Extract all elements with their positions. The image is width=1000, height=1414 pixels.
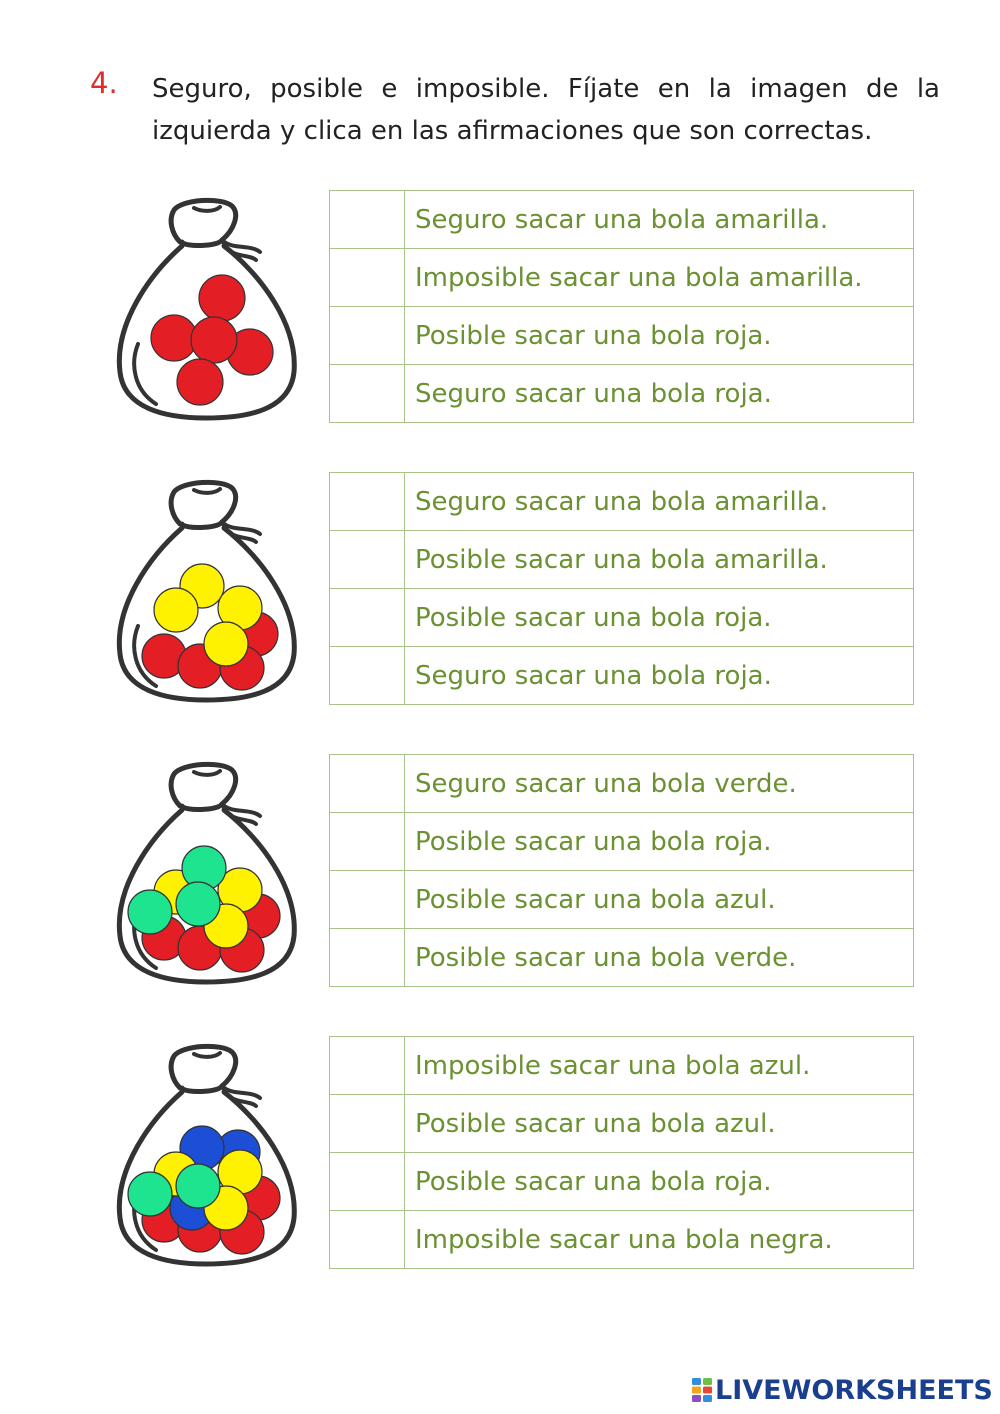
statement-text[interactable]: Seguro sacar una bola roja. bbox=[405, 647, 914, 705]
statement-text[interactable]: Posible sacar una bola roja. bbox=[405, 813, 914, 871]
statement-text[interactable]: Imposible sacar una bola negra. bbox=[405, 1211, 914, 1269]
statement-text[interactable]: Imposible sacar una bola amarilla. bbox=[405, 249, 914, 307]
answers-table-3 bbox=[329, 754, 914, 987]
answer-checkbox[interactable] bbox=[330, 929, 405, 987]
statement-text[interactable]: Posible sacar una bola roja. bbox=[405, 307, 914, 365]
answer-checkbox[interactable] bbox=[330, 647, 405, 705]
answer-row[interactable] bbox=[330, 1095, 914, 1153]
statement-text[interactable]: Posible sacar una bola azul. bbox=[405, 871, 914, 929]
answer-row[interactable] bbox=[330, 929, 914, 987]
statement-text[interactable]: Posible sacar una bola verde. bbox=[405, 929, 914, 987]
red-ball-icon bbox=[191, 317, 237, 363]
answer-row[interactable] bbox=[330, 813, 914, 871]
green-ball-icon bbox=[128, 1172, 172, 1216]
bag-image-mixed-balls bbox=[110, 1040, 302, 1280]
green-ball-icon bbox=[176, 1164, 220, 1208]
answer-row[interactable] bbox=[330, 1037, 914, 1095]
answer-row[interactable] bbox=[330, 1153, 914, 1211]
answer-checkbox[interactable] bbox=[330, 1211, 405, 1269]
statement-text[interactable]: Imposible sacar una bola azul. bbox=[405, 1037, 914, 1095]
statement-text[interactable]: Seguro sacar una bola roja. bbox=[405, 365, 914, 423]
answer-checkbox[interactable] bbox=[330, 191, 405, 249]
yellow-ball-icon bbox=[204, 622, 248, 666]
answer-checkbox[interactable] bbox=[330, 871, 405, 929]
answer-row[interactable] bbox=[330, 531, 914, 589]
question-instructions: Seguro, posible e imposible. Fíjate en la imagen de la izquierda y clica en las afirmaciones que son correctas. bbox=[152, 74, 940, 146]
answer-checkbox[interactable] bbox=[330, 249, 405, 307]
answer-checkbox[interactable] bbox=[330, 589, 405, 647]
answers-table-1 bbox=[329, 190, 914, 423]
answer-row[interactable] bbox=[330, 473, 914, 531]
answer-checkbox[interactable] bbox=[330, 473, 405, 531]
answer-row[interactable] bbox=[330, 307, 914, 365]
bag-image-red-yellow-green-balls bbox=[110, 758, 302, 998]
answers-table-2 bbox=[329, 472, 914, 705]
red-ball-icon bbox=[177, 359, 223, 405]
answer-checkbox[interactable] bbox=[330, 813, 405, 871]
bag-image-red-yellow-balls bbox=[110, 476, 302, 716]
statement-text[interactable]: Posible sacar una bola azul. bbox=[405, 1095, 914, 1153]
green-ball-icon bbox=[128, 890, 172, 934]
answer-row[interactable] bbox=[330, 755, 914, 813]
answer-row[interactable] bbox=[330, 871, 914, 929]
answer-checkbox[interactable] bbox=[330, 755, 405, 813]
answer-checkbox[interactable] bbox=[330, 365, 405, 423]
answer-checkbox[interactable] bbox=[330, 307, 405, 365]
bag-image-red-balls bbox=[110, 194, 302, 434]
answer-row[interactable] bbox=[330, 1211, 914, 1269]
red-ball-icon bbox=[199, 275, 245, 321]
statement-text[interactable]: Posible sacar una bola roja. bbox=[405, 1153, 914, 1211]
statement-text[interactable]: Posible sacar una bola roja. bbox=[405, 589, 914, 647]
liveworksheets-logo bbox=[692, 1370, 993, 1410]
answers-table-4 bbox=[329, 1036, 914, 1269]
logo-text: LIVEWORKSHEETS bbox=[715, 1374, 993, 1406]
question-number: 4. bbox=[90, 66, 118, 100]
answer-row[interactable] bbox=[330, 249, 914, 307]
answer-checkbox[interactable] bbox=[330, 531, 405, 589]
red-ball-icon bbox=[151, 315, 197, 361]
statement-text[interactable]: Seguro sacar una bola amarilla. bbox=[405, 191, 914, 249]
answer-checkbox[interactable] bbox=[330, 1037, 405, 1095]
answer-row[interactable] bbox=[330, 191, 914, 249]
answer-row[interactable] bbox=[330, 365, 914, 423]
statement-text[interactable]: Seguro sacar una bola amarilla. bbox=[405, 473, 914, 531]
liveworksheets-logo-icon bbox=[692, 1378, 712, 1402]
yellow-ball-icon bbox=[154, 588, 198, 632]
statement-text[interactable]: Posible sacar una bola amarilla. bbox=[405, 531, 914, 589]
green-ball-icon bbox=[176, 882, 220, 926]
answer-checkbox[interactable] bbox=[330, 1095, 405, 1153]
answer-row[interactable] bbox=[330, 589, 914, 647]
answer-checkbox[interactable] bbox=[330, 1153, 405, 1211]
answer-row[interactable] bbox=[330, 647, 914, 705]
statement-text[interactable]: Seguro sacar una bola verde. bbox=[405, 755, 914, 813]
